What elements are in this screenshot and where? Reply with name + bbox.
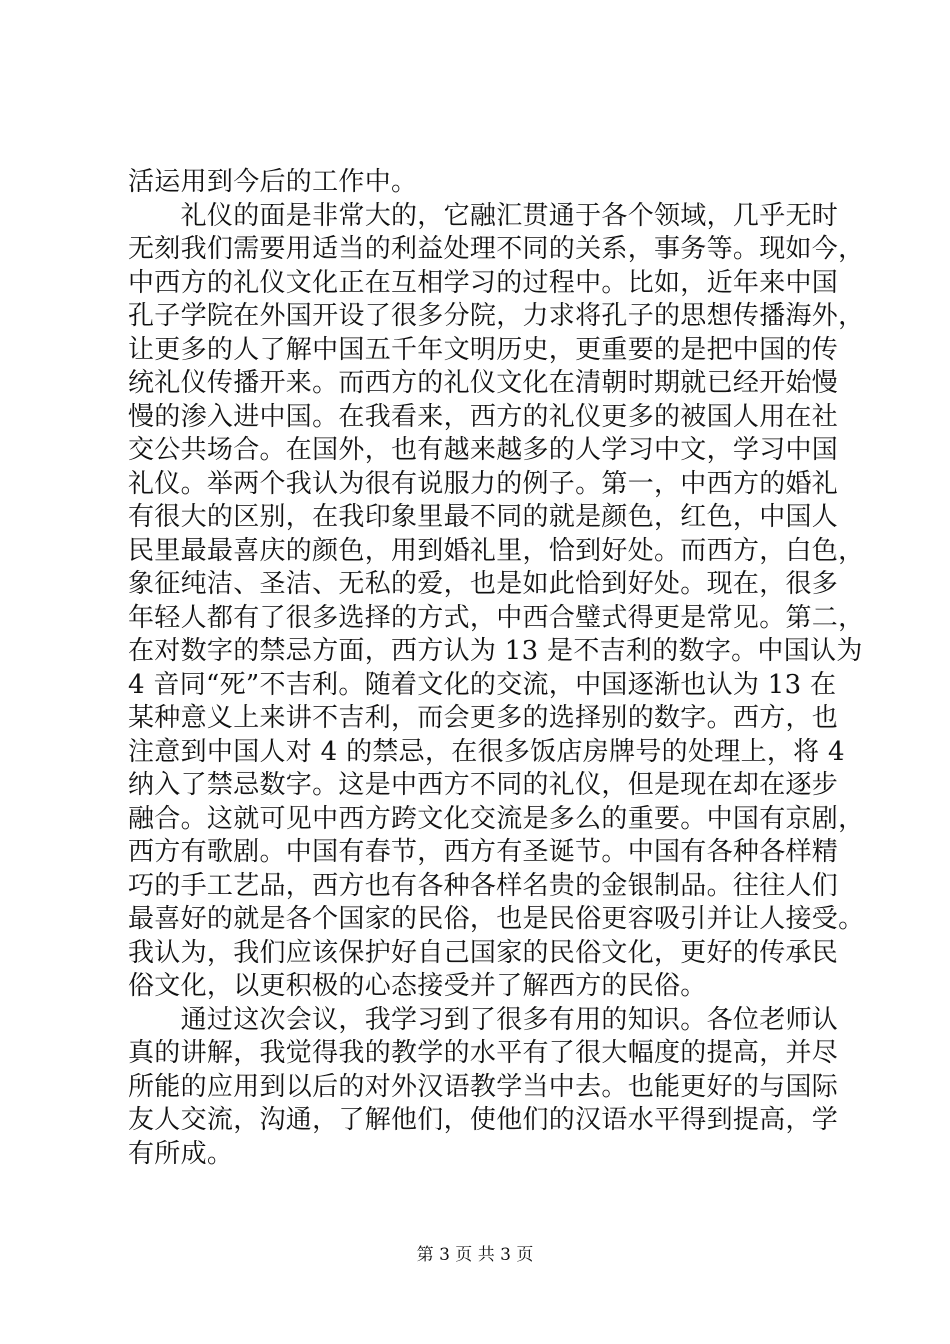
text-line: 西方有歌剧。中国有春节，西方有圣诞节。中国有各种各样精 [128, 837, 839, 867]
text-line: 友人交流，沟通，了解他们，使他们的汉语水平得到提高，学 [128, 1105, 839, 1135]
page-footer: 第 3 页 共 3 页 [416, 1245, 534, 1265]
text-line: 年轻人都有了很多选择的方式，中西合璧式得更是常见。第二， [128, 602, 865, 633]
text-line: 最喜好的就是各个国家的民俗，也是民俗更容吸引并让人接受。 [128, 904, 865, 934]
text-line: 礼仪。举两个我认为很有说服力的例子。第一，中西方的婚礼 [128, 468, 839, 499]
text-line: 慢的渗入进中国。在我看来，西方的礼仪更多的被国人用在社 [128, 401, 839, 432]
paragraph [128, 1004, 839, 1172]
text-line: 所能的应用到以后的对外汉语教学当中去。也能更好的与国际 [128, 1071, 839, 1102]
text-line: 在对数字的禁忌方面，西方认为 13 是不吉利的数字。中国认为 [128, 636, 863, 666]
text-line: 有很大的区别，在我印象里最不同的就是颜色，红色，中国人 [128, 502, 839, 532]
paragraph [128, 200, 865, 1004]
text-line: 我认为，我们应该保护好自己国家的民俗文化，更好的传承民 [128, 937, 839, 968]
text-line: 孔子学院在外国开设了很多分院，力求将孔子的思想传播海外， [128, 301, 865, 331]
paragraph [128, 166, 828, 200]
text-line: 交公共场合。在国外，也有越来越多的人学习中文，学习中国 [128, 435, 839, 465]
text-line: 象征纯洁、圣洁、无私的爱，也是如此恰到好处。现在，很多 [128, 569, 839, 599]
text-line: 某种意义上来讲不吉利，而会更多的选择别的数字。西方，也 [128, 703, 839, 733]
text-line: 真的讲解，我觉得我的教学的水平有了很大幅度的提高，并尽 [128, 1038, 839, 1068]
text-line: 让更多的人了解中国五千年文明历史，更重要的是把中国的传 [128, 334, 839, 365]
text-line: 民里最最喜庆的颜色，用到婚礼里，恰到好处。而西方，白色， [128, 535, 865, 566]
text-line: 统礼仪传播开来。而西方的礼仪文化在清朝时期就已经开始慢 [128, 368, 839, 398]
text-line: 礼仪的面是非常大的，它融汇贯通于各个领域，几乎无时 [128, 200, 839, 231]
text-line: 中西方的礼仪文化正在互相学习的过程中。比如，近年来中国 [128, 267, 839, 298]
text-line: 活运用到今后的工作中。 [128, 167, 418, 197]
text-line: 纳入了禁忌数字。这是中西方不同的礼仪，但是现在却在逐步 [128, 770, 839, 800]
document-body [128, 166, 865, 1171]
text-line: 通过这次会议，我学习到了很多有用的知识。各位老师认 [128, 1004, 839, 1035]
text-line: 注意到中国人对 4 的禁忌，在很多饭店房牌号的处理上，将 4 [128, 736, 845, 767]
text-line: 4 音同“死”不吉利。随着文化的交流，中国逐渐也认为 13 在 [128, 669, 837, 700]
text-line: 有所成。 [128, 1138, 234, 1169]
text-line: 无刻我们需要用适当的利益处理不同的关系，事务等。现如今， [128, 234, 865, 264]
text-line: 巧的手工艺品，西方也有各种各样名贵的金银制品。往往人们 [128, 870, 839, 901]
text-line: 俗文化，以更积极的心态接受并了解西方的民俗。 [128, 971, 707, 1001]
text-line: 融合。这就可见中西方跨文化交流是多么的重要。中国有京剧， [128, 803, 865, 834]
